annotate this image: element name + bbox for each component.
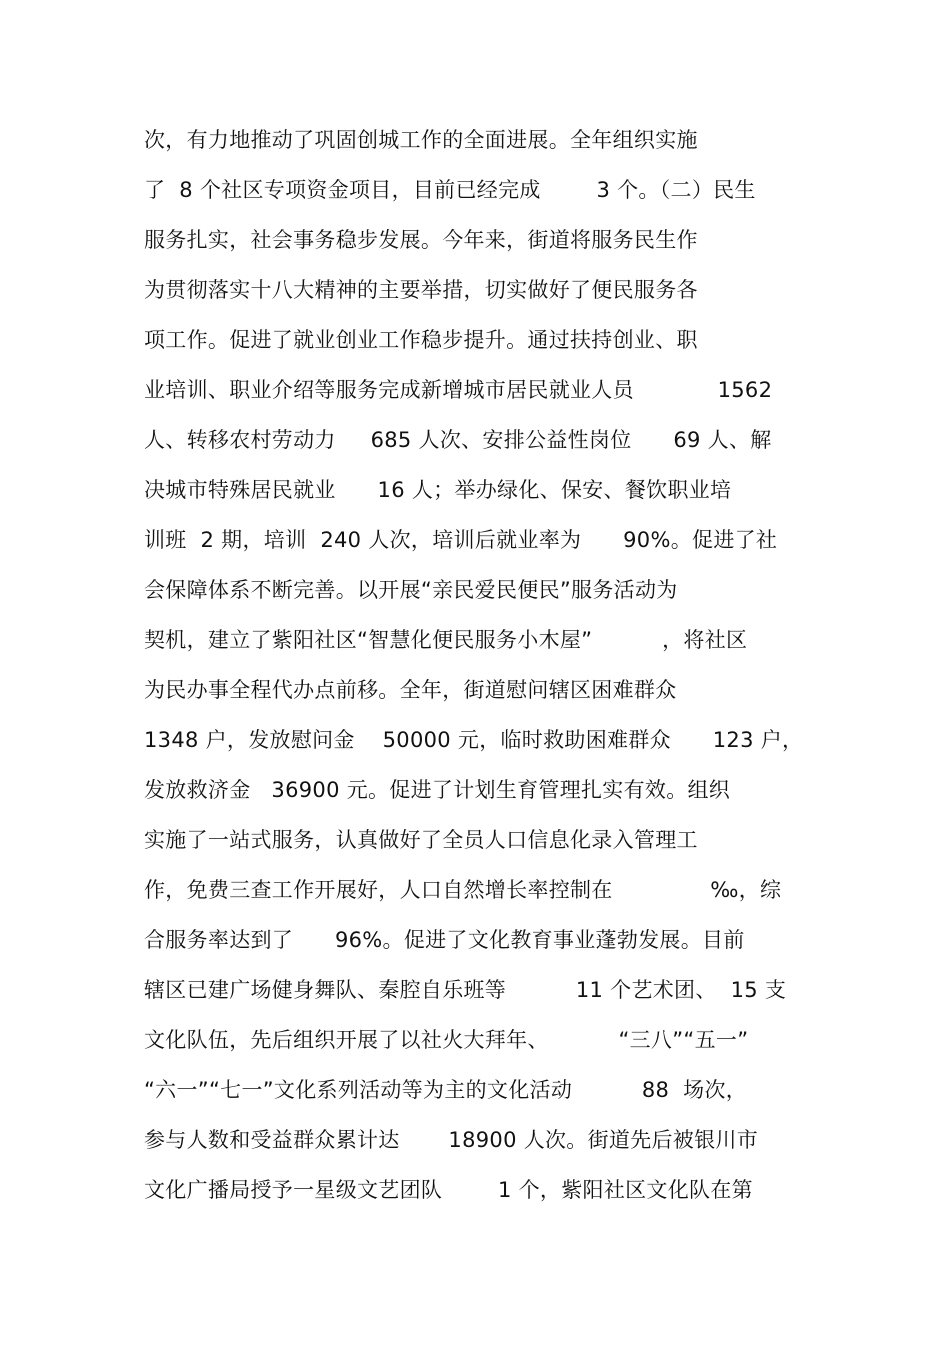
text-line-15: 实施了一站式服务，认真做好了全员人口信息化录入管理工 [144, 828, 698, 852]
text-line-17: 合服务率达到了 96%。促进了文化教育事业蓬勃发展。目前 [144, 928, 745, 952]
text-line-20: “六一”“七一”文化系列活动等为主的文化活动 88 场次， [144, 1078, 748, 1102]
text-line-16: 作，免费三查工作开展好，人口自然增长率控制在 ‰，综 [144, 878, 782, 902]
text-line-8: 决城市特殊居民就业 16 人；举办绿化、保安、餐饮职业培 [144, 478, 732, 502]
text-line-3: 服务扎实，社会事务稳步发展。今年来，街道将服务民生作 [144, 228, 698, 252]
text-line-2: 了 8 个社区专项资金项目，目前已经完成 3 个。（二）民生 [144, 178, 756, 202]
text-line-13: 1348 户，发放慰问金 50000 元，临时救助困难群众 123 户， [144, 728, 804, 752]
text-line-5: 项工作。促进了就业创业工作稳步提升。通过扶持创业、职 [144, 328, 698, 352]
text-line-10: 会保障体系不断完善。以开展“亲民爱民便民”服务活动为 [144, 578, 678, 602]
text-line-9: 训班 2 期，培训 240 人次，培训后就业率为 90%。促进了社 [144, 528, 778, 552]
text-line-14: 发放救济金 36900 元。促进了计划生育管理扎实有效。组织 [144, 778, 731, 802]
text-line-12: 为民办事全程代办点前移。全年，街道慰问辖区困难群众 [144, 678, 677, 702]
text-line-7: 人、转移农村劳动力 685 人次、安排公益性岗位 69 人、解 [144, 428, 772, 452]
text-line-19: 文化队伍，先后组织开展了以社火大拜年、 “三八”“五一” [144, 1028, 749, 1052]
text-line-6: 业培训、职业介绍等服务完成新增城市居民就业人员 1562 [144, 378, 773, 402]
text-line-21: 参与人数和受益群众累计达 18900 人次。街道先后被银川市 [144, 1128, 759, 1152]
text-line-22: 文化广播局授予一星级文艺团队 1 个，紫阳社区文化队在第 [144, 1178, 753, 1202]
text-line-4: 为贯彻落实十八大精神的主要举措，切实做好了便民服务各 [144, 278, 698, 302]
text-line-1: 次，有力地推动了巩固创城工作的全面进展。全年组织实施 [144, 128, 698, 152]
text-line-11: 契机，建立了紫阳社区“智慧化便民服务小木屋” ，将社区 [144, 628, 748, 652]
text-line-18: 辖区已建广场健身舞队、秦腔自乐班等 11 个艺术团、 15 支 [144, 978, 787, 1002]
